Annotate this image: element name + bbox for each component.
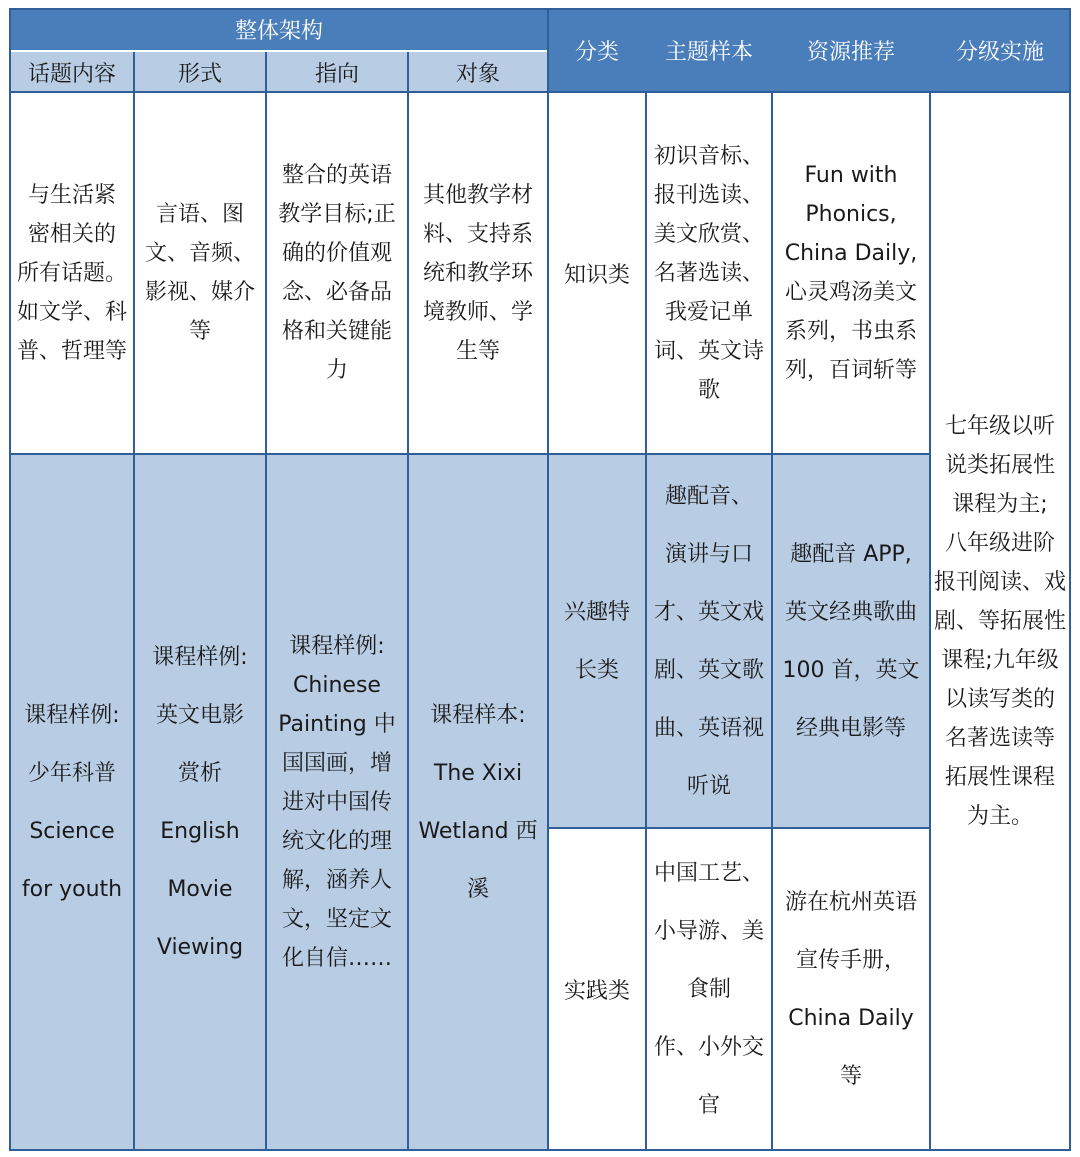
header-category: 分类 xyxy=(548,8,646,92)
header-form: 形式 xyxy=(134,52,266,92)
header-object: 对象 xyxy=(408,52,548,92)
row2-category-interest: 兴趣特 长类 xyxy=(548,454,646,828)
row1-theme: 初识音标、 报刊选读、 美文欣赏、 名著选读、 我爱记单 词、英文诗 歌 xyxy=(646,92,772,454)
row2-theme-practice: 中国工艺、 小导游、美 食制 作、小外交 官 xyxy=(646,828,772,1150)
row1-direction: 整合的英语 教学目标;正 确的价值观 念、必备品 格和关键能 力 xyxy=(266,92,408,454)
table-top-border xyxy=(10,8,1070,10)
interest-bottom-border xyxy=(548,827,930,829)
row1-form: 言语、图 文、音频、 影视、媒介 等 xyxy=(134,92,266,454)
header-separator xyxy=(10,50,548,52)
header-bottom-border xyxy=(10,91,1070,93)
header-level: 分级实施 xyxy=(930,8,1070,92)
col-divider-7 xyxy=(929,92,931,1151)
row2-category-practice: 实践类 xyxy=(548,828,646,1150)
col-divider-6 xyxy=(771,92,773,1151)
header-direction: 指向 xyxy=(266,52,408,92)
header-theme: 主题样本 xyxy=(646,8,772,92)
col-divider-1 xyxy=(133,52,135,1151)
col-divider-5 xyxy=(645,92,647,1151)
table-bottom-border xyxy=(10,1149,1070,1151)
row2-object: 课程样本: The Xixi Wetland 西 溪 xyxy=(408,454,548,1150)
col-divider-2 xyxy=(265,52,267,1151)
header-resource: 资源推荐 xyxy=(772,8,930,92)
header-topic: 话题内容 xyxy=(10,52,134,92)
row1-topic: 与生活紧 密相关的 所有话题。 如文学、科 普、哲理等 xyxy=(10,92,134,454)
col-divider-4 xyxy=(547,8,549,1151)
col-divider-3 xyxy=(407,52,409,1151)
row1-resource: Fun with Phonics, China Daily, 心灵鸡汤美文 系列，书虫系 列，百词斩等 xyxy=(772,92,930,454)
table-right-border xyxy=(1069,8,1071,1151)
level-description: 七年级以听 说类拓展性 课程为主; 八年级进阶 报刊阅读、戏 剧、等拓展性 课程;九年级 以读写类的 名著选读等 拓展性课程 为主。 xyxy=(930,92,1070,1150)
row2-resource-practice: 游在杭州英语 宣传手册， China Daily 等 xyxy=(772,828,930,1150)
row2-form: 课程样例: 英文电影 赏析 English Movie Viewing xyxy=(134,454,266,1150)
row1-bottom-border xyxy=(10,453,930,455)
row2-resource-interest: 趣配音 APP, 英文经典歌曲 100 首，英文 经典电影等 xyxy=(772,454,930,828)
row1-object: 其他教学材 料、支持系 统和教学环 境教师、学 生等 xyxy=(408,92,548,454)
row2-topic: 课程样例: 少年科普 Science for youth xyxy=(10,454,134,1150)
row1-category: 知识类 xyxy=(548,92,646,454)
header-group: 整体架构 xyxy=(10,8,548,50)
row2-direction: 课程样例: Chinese Painting 中 国国画，增 进对中国传 统文化的理 解，涵养人 文，坚定文 化自信…… xyxy=(266,454,408,1150)
row2-theme-interest: 趣配音、 演讲与口 才、英文戏 剧、英文歌 曲、英语视 听说 xyxy=(646,454,772,828)
table-left-border xyxy=(9,8,11,1151)
